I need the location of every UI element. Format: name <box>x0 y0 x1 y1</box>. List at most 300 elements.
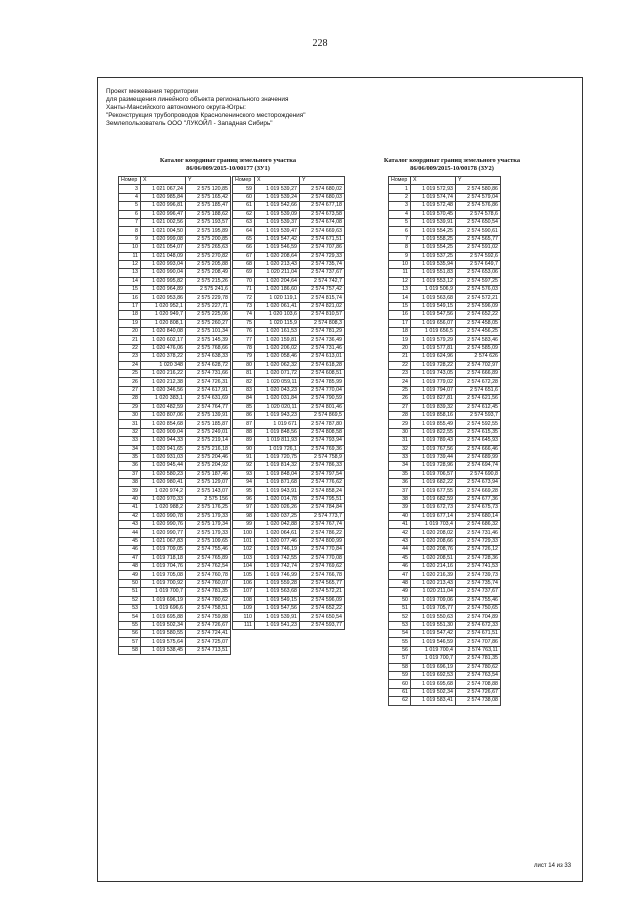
table-row <box>233 252 345 260</box>
point-number: 45 <box>389 554 411 562</box>
point-number: 17 <box>389 319 411 327</box>
column-header-x: X <box>141 177 186 185</box>
point-number: 90 <box>233 445 255 453</box>
point-number: 60 <box>233 193 255 201</box>
table-row <box>389 286 501 294</box>
point-number: 61 <box>233 202 255 210</box>
point-number: 89 <box>233 437 255 445</box>
table-row <box>389 420 501 428</box>
table-row <box>119 202 231 210</box>
page-number: 228 <box>312 38 328 49</box>
table-row <box>119 470 231 478</box>
y-coordinate: 2 575 219,14 <box>186 437 231 445</box>
point-number: 18 <box>389 328 411 336</box>
point-number: 49 <box>119 571 141 579</box>
point-number: 41 <box>119 504 141 512</box>
table-row <box>119 638 231 646</box>
y-coordinate: 2 574 672,28 <box>456 378 501 386</box>
x-coordinate: 1 019 554,25 <box>411 227 456 235</box>
point-number: 22 <box>119 344 141 352</box>
x-coordinate: 1 019 811,93 <box>255 437 300 445</box>
table-row <box>233 521 345 529</box>
x-coordinate: 1 019 705,08 <box>141 571 186 579</box>
x-coordinate: 1 020 206,02 <box>255 344 300 352</box>
x-coordinate: 1 019 677,55 <box>411 487 456 495</box>
point-number: 74 <box>233 311 255 319</box>
point-number: 2 <box>389 193 411 201</box>
table-row <box>233 302 345 310</box>
y-coordinate: 2 574 725,07 <box>186 638 231 646</box>
point-number: 81 <box>233 369 255 377</box>
x-coordinate: 1 019 656,07 <box>411 319 456 327</box>
table-row <box>233 487 345 495</box>
x-coordinate: 1 020 970,33 <box>141 495 186 503</box>
table-row <box>389 302 501 310</box>
table-row <box>119 244 231 252</box>
x-coordinate: 1 020 208,51 <box>411 554 456 562</box>
y-coordinate: 2 574 680,02 <box>300 185 345 193</box>
table-row <box>233 562 345 570</box>
x-coordinate: 1 021 002,56 <box>141 218 186 226</box>
point-number: 63 <box>233 218 255 226</box>
x-coordinate: 1 019 583,41 <box>411 697 456 705</box>
y-coordinate: 2 574 592,6 <box>456 252 501 260</box>
point-number: 25 <box>119 369 141 377</box>
x-coordinate: 1 020 602,17 <box>141 336 186 344</box>
table-row <box>389 319 501 327</box>
y-coordinate: 2 574 690,8 <box>456 470 501 478</box>
x-coordinate: 1 019 572,48 <box>411 202 456 210</box>
x-coordinate: 1 019 718,18 <box>141 554 186 562</box>
y-coordinate: 2 574 726,67 <box>186 621 231 629</box>
point-number: 80 <box>233 361 255 369</box>
x-coordinate: 1 019 871,68 <box>255 479 300 487</box>
y-coordinate: 2 574 731,46 <box>456 529 501 537</box>
point-number: 107 <box>233 588 255 596</box>
x-coordinate: 1 019 700,92 <box>141 579 186 587</box>
point-number: 3 <box>119 185 141 193</box>
point-number: 77 <box>233 336 255 344</box>
x-coordinate: 1 019 827,81 <box>411 395 456 403</box>
x-coordinate: 1 019 558,25 <box>411 235 456 243</box>
point-number: 59 <box>233 185 255 193</box>
point-number: 60 <box>389 680 411 688</box>
table-row <box>233 260 345 268</box>
y-coordinate: 2 574 680,03 <box>300 193 345 201</box>
table-row <box>119 579 231 587</box>
table-row <box>389 680 501 688</box>
point-number: 23 <box>389 369 411 377</box>
table-row <box>389 386 501 394</box>
point-number: 46 <box>119 546 141 554</box>
point-number: 27 <box>119 386 141 394</box>
table-row <box>389 260 501 268</box>
y-coordinate: 2 574 810,57 <box>300 311 345 319</box>
point-number: 36 <box>389 479 411 487</box>
table-row <box>233 286 345 294</box>
y-coordinate: 2 574 671,51 <box>300 235 345 243</box>
point-number: 21 <box>119 336 141 344</box>
table-row <box>233 470 345 478</box>
point-number: 56 <box>119 630 141 638</box>
table-row <box>233 546 345 554</box>
table-row <box>119 420 231 428</box>
point-number: 6 <box>389 227 411 235</box>
x-coordinate: 1 019 743,05 <box>411 369 456 377</box>
x-coordinate: 1 019 547,56 <box>411 311 456 319</box>
header-line: для размещения линейного объекта регионального значения <box>106 96 289 103</box>
y-coordinate: 2 574 652,22 <box>300 604 345 612</box>
x-coordinate: 1 019 549,15 <box>411 302 456 310</box>
point-number: 8 <box>389 244 411 252</box>
table-row <box>233 294 345 302</box>
point-number: 21 <box>389 353 411 361</box>
point-number: 34 <box>119 445 141 453</box>
y-coordinate: 2 574 780,62 <box>456 663 501 671</box>
table-row <box>389 646 501 654</box>
table-row <box>119 260 231 268</box>
y-coordinate: 2 575 215,26 <box>186 277 231 285</box>
y-coordinate: 2 575 225,06 <box>186 311 231 319</box>
point-number: 57 <box>389 655 411 663</box>
point-number: 4 <box>119 193 141 201</box>
point-number: 108 <box>233 596 255 604</box>
x-coordinate: 1 020 953,86 <box>141 294 186 302</box>
table-row <box>119 621 231 629</box>
point-number: 7 <box>119 218 141 226</box>
table-row <box>119 252 231 260</box>
x-coordinate: 1 019 550,63 <box>411 613 456 621</box>
table-row <box>233 319 345 327</box>
y-coordinate: 2 575 145,39 <box>186 336 231 344</box>
y-coordinate: 2 574 800,99 <box>300 537 345 545</box>
y-coordinate: 2 574 764,77 <box>186 403 231 411</box>
y-coordinate: 2 574 785,99 <box>300 378 345 386</box>
y-coordinate: 2 574 671,51 <box>456 630 501 638</box>
x-coordinate: 1 020 119,1 <box>255 294 300 302</box>
point-number: 29 <box>389 420 411 428</box>
point-number: 11 <box>119 252 141 260</box>
table-row <box>119 479 231 487</box>
y-coordinate: 2 574 731,66 <box>186 369 231 377</box>
table-header-row <box>389 177 501 185</box>
table-row <box>233 227 345 235</box>
point-number: 22 <box>389 361 411 369</box>
y-coordinate: 2 575 179,33 <box>186 512 231 520</box>
x-coordinate: 1 019 537,25 <box>411 252 456 260</box>
y-coordinate: 2 574 631,69 <box>186 395 231 403</box>
x-coordinate: 1 019 502,34 <box>411 688 456 696</box>
x-coordinate: 1 020 061,41 <box>255 302 300 310</box>
table-row <box>389 537 501 545</box>
y-coordinate: 2 575 270,82 <box>186 252 231 260</box>
y-coordinate: 2 574 858,24 <box>300 487 345 495</box>
table-row <box>119 328 231 336</box>
x-coordinate: 1 019 577,81 <box>411 344 456 352</box>
table-row <box>119 428 231 436</box>
point-number: 103 <box>233 554 255 562</box>
catalog-2-table <box>388 176 501 706</box>
y-coordinate: 2 575 265,63 <box>186 244 231 252</box>
y-coordinate: 2 574 680,14 <box>456 512 501 520</box>
column-header-number: Номер <box>119 177 141 185</box>
y-coordinate: 2 574 650,54 <box>300 613 345 621</box>
x-coordinate: 1 020 378,22 <box>141 353 186 361</box>
y-coordinate: 2 574 781,29 <box>300 328 345 336</box>
y-coordinate: 2 575 129,07 <box>186 479 231 487</box>
point-number: 11 <box>389 269 411 277</box>
table-row <box>389 554 501 562</box>
point-number: 13 <box>389 286 411 294</box>
x-coordinate: 1 020 949,7 <box>141 311 186 319</box>
point-number: 53 <box>119 604 141 612</box>
table-header-row <box>119 177 231 185</box>
table-row <box>389 655 501 663</box>
point-number: 48 <box>389 579 411 587</box>
y-coordinate: 2 575 176,25 <box>186 504 231 512</box>
x-coordinate: 1 019 624,96 <box>411 353 456 361</box>
table-row <box>119 369 231 377</box>
x-coordinate: 1 020 026,26 <box>255 504 300 512</box>
table-row <box>389 369 501 377</box>
table-row <box>389 311 501 319</box>
point-number: 99 <box>233 521 255 529</box>
y-coordinate: 2 574 770,84 <box>300 546 345 554</box>
y-coordinate: 2 574 583,46 <box>456 336 501 344</box>
table-row <box>389 428 501 436</box>
x-coordinate: 1 020 214,16 <box>411 562 456 570</box>
table-row <box>389 579 501 587</box>
point-number: 58 <box>119 646 141 654</box>
table-row <box>119 319 231 327</box>
table-row <box>389 630 501 638</box>
x-coordinate: 1 019 677,14 <box>411 512 456 520</box>
y-coordinate: 2 574 673,58 <box>300 210 345 218</box>
table-row <box>233 453 345 461</box>
y-coordinate: 2 574 729,33 <box>300 252 345 260</box>
table-row <box>389 521 501 529</box>
table-row <box>233 328 345 336</box>
y-coordinate: 2 574 735,74 <box>300 260 345 268</box>
y-coordinate: 2 574 626 <box>456 353 501 361</box>
y-coordinate: 2 574 597,25 <box>456 277 501 285</box>
y-coordinate: 2 574 770,08 <box>300 554 345 562</box>
y-coordinate: 2 575 101,34 <box>186 328 231 336</box>
table-row <box>119 344 231 352</box>
table-row <box>389 613 501 621</box>
y-coordinate: 2 575 139,91 <box>186 411 231 419</box>
y-coordinate: 2 574 593,7 <box>456 411 501 419</box>
point-number: 76 <box>233 328 255 336</box>
point-number: 40 <box>389 512 411 520</box>
x-coordinate: 1 020 990,76 <box>141 521 186 529</box>
catalog-1-heading <box>116 157 340 173</box>
y-coordinate: 2 574 565,77 <box>300 579 345 587</box>
catalog-2-heading <box>340 157 564 173</box>
point-number: 35 <box>119 453 141 461</box>
point-number: 78 <box>233 344 255 352</box>
y-coordinate: 2 574 592,55 <box>456 420 501 428</box>
point-number: 91 <box>233 453 255 461</box>
x-coordinate: 1 020 944,33 <box>141 437 186 445</box>
table-row <box>389 395 501 403</box>
point-number: 84 <box>233 395 255 403</box>
table-row <box>119 218 231 226</box>
table-row <box>119 487 231 495</box>
point-number: 16 <box>389 311 411 319</box>
point-number: 15 <box>119 286 141 294</box>
x-coordinate: 1 019 539,91 <box>255 613 300 621</box>
table-row <box>233 353 345 361</box>
table-row <box>119 546 231 554</box>
point-number: 62 <box>233 210 255 218</box>
table-row <box>119 604 231 612</box>
y-coordinate: 2 574 580,86 <box>456 185 501 193</box>
y-coordinate: 2 574 736,49 <box>300 336 345 344</box>
y-coordinate: 2 574 731,46 <box>300 344 345 352</box>
y-coordinate: 2 575 249,01 <box>186 428 231 436</box>
table-row <box>233 504 345 512</box>
x-coordinate: 1 020 186,60 <box>255 286 300 294</box>
y-coordinate: 2 574 572,21 <box>300 588 345 596</box>
table-row <box>233 395 345 403</box>
column-header-y: Y <box>186 177 231 185</box>
point-number: 12 <box>119 260 141 268</box>
point-number: 54 <box>389 630 411 638</box>
y-coordinate: 2 574 821,02 <box>300 302 345 310</box>
table-row <box>119 235 231 243</box>
column-header-x: X <box>255 177 300 185</box>
y-coordinate: 2 574 737,67 <box>300 269 345 277</box>
x-coordinate: 1 019 502,34 <box>141 621 186 629</box>
point-number: 28 <box>119 395 141 403</box>
table-row <box>233 336 345 344</box>
point-number: 8 <box>119 227 141 235</box>
point-number: 10 <box>389 260 411 268</box>
catalog-1-subtitle: 86/06/009/2015-10/00177 (ЗУ1) <box>186 165 270 172</box>
x-coordinate: 1 019 700,7 <box>141 588 186 596</box>
x-coordinate: 1 019 539,27 <box>255 185 300 193</box>
x-coordinate: 1 020 103,6 <box>255 311 300 319</box>
point-number: 38 <box>389 495 411 503</box>
table-row <box>233 428 345 436</box>
y-coordinate: 2 574 724,41 <box>186 630 231 638</box>
x-coordinate: 1 020 909,04 <box>141 428 186 436</box>
table-row <box>389 621 501 629</box>
table-row <box>389 512 501 520</box>
y-coordinate: 2 575 195,89 <box>186 227 231 235</box>
point-number: 43 <box>389 537 411 545</box>
x-coordinate: 1 019 746,99 <box>255 571 300 579</box>
header-line: Землепользователь ООО "ЛУКОЙЛ - Западная Сибирь" <box>106 120 273 127</box>
x-coordinate: 1 020 211,04 <box>255 269 300 277</box>
y-coordinate: 2 574 763,54 <box>456 672 501 680</box>
table-row <box>119 512 231 520</box>
table-row <box>119 630 231 638</box>
y-coordinate: 2 575 188,62 <box>186 210 231 218</box>
x-coordinate: 1 019 726,1 <box>255 445 300 453</box>
catalog-1-title: Каталог координат границ земельного участка <box>159 157 297 164</box>
x-coordinate: 1 019 706,57 <box>411 470 456 478</box>
x-coordinate: 1 019 739,44 <box>411 453 456 461</box>
x-coordinate: 1 019 822,55 <box>411 428 456 436</box>
header-line: Проект межевания территории <box>106 88 198 95</box>
point-number: 105 <box>233 571 255 579</box>
y-coordinate: 2 574 596,09 <box>456 302 501 310</box>
x-coordinate: 1 020 945,44 <box>141 462 186 470</box>
x-coordinate: 1 019 682,59 <box>411 495 456 503</box>
table-row <box>233 462 345 470</box>
x-coordinate: 1 020 213,43 <box>255 260 300 268</box>
point-number: 83 <box>233 386 255 394</box>
x-coordinate: 1 019 767,56 <box>411 445 456 453</box>
x-coordinate: 1 020 014,78 <box>255 495 300 503</box>
table-row <box>119 395 231 403</box>
point-number: 24 <box>389 378 411 386</box>
point-number: 98 <box>233 512 255 520</box>
table-row <box>389 294 501 302</box>
y-coordinate: 2 574 750,65 <box>456 604 501 612</box>
x-coordinate: 1 020 216,22 <box>141 369 186 377</box>
catalog-2-title: Каталог координат границ земельного участка <box>383 157 521 164</box>
table-row <box>119 646 231 654</box>
table-row <box>389 361 501 369</box>
x-coordinate: 1 020 031,84 <box>255 395 300 403</box>
y-coordinate: 2 575 193,57 <box>186 218 231 226</box>
x-coordinate: 1 019 696,19 <box>411 663 456 671</box>
table-row <box>389 227 501 235</box>
y-coordinate: 2 574 458,05 <box>456 319 501 327</box>
x-coordinate: 1 019 572,93 <box>411 185 456 193</box>
y-coordinate: 2 574 781,35 <box>186 588 231 596</box>
y-coordinate: 2 574 793,94 <box>300 437 345 445</box>
x-coordinate: 1 019 742,74 <box>255 562 300 570</box>
point-number: 101 <box>233 537 255 545</box>
point-number: 96 <box>233 495 255 503</box>
point-number: 33 <box>389 453 411 461</box>
y-coordinate: 2 574 769,62 <box>300 562 345 570</box>
table-row <box>233 411 345 419</box>
y-coordinate: 2 574 739,73 <box>456 571 501 579</box>
y-coordinate: 2 574 596,09 <box>300 596 345 604</box>
point-number: 49 <box>389 588 411 596</box>
x-coordinate: 1 019 742,55 <box>255 554 300 562</box>
y-coordinate: 2 574 787,80 <box>300 420 345 428</box>
y-coordinate: 2 574 786,22 <box>300 529 345 537</box>
table-row <box>233 269 345 277</box>
y-coordinate: 2 574 686,32 <box>456 521 501 529</box>
table-row <box>389 210 501 218</box>
table-row <box>233 386 345 394</box>
table-row <box>119 185 231 193</box>
x-coordinate: 1 020 941,65 <box>141 445 186 453</box>
x-coordinate: 1 020 208,76 <box>411 546 456 554</box>
table-row <box>233 621 345 629</box>
column-header-y: Y <box>300 177 345 185</box>
y-coordinate: 2 574 638,33 <box>186 353 231 361</box>
x-coordinate: 1 019 563,68 <box>411 294 456 302</box>
point-number: 88 <box>233 428 255 436</box>
x-coordinate: 1 019 695,88 <box>141 613 186 621</box>
x-coordinate: 1 020 161,53 <box>255 328 300 336</box>
x-coordinate: 1 020 985,84 <box>141 193 186 201</box>
table-row <box>389 571 501 579</box>
table-row <box>233 193 345 201</box>
point-number: 31 <box>119 420 141 428</box>
y-coordinate: 2 574 786,33 <box>300 462 345 470</box>
y-coordinate: 2 574 784,84 <box>300 504 345 512</box>
y-coordinate: 2 574 593,77 <box>300 621 345 629</box>
